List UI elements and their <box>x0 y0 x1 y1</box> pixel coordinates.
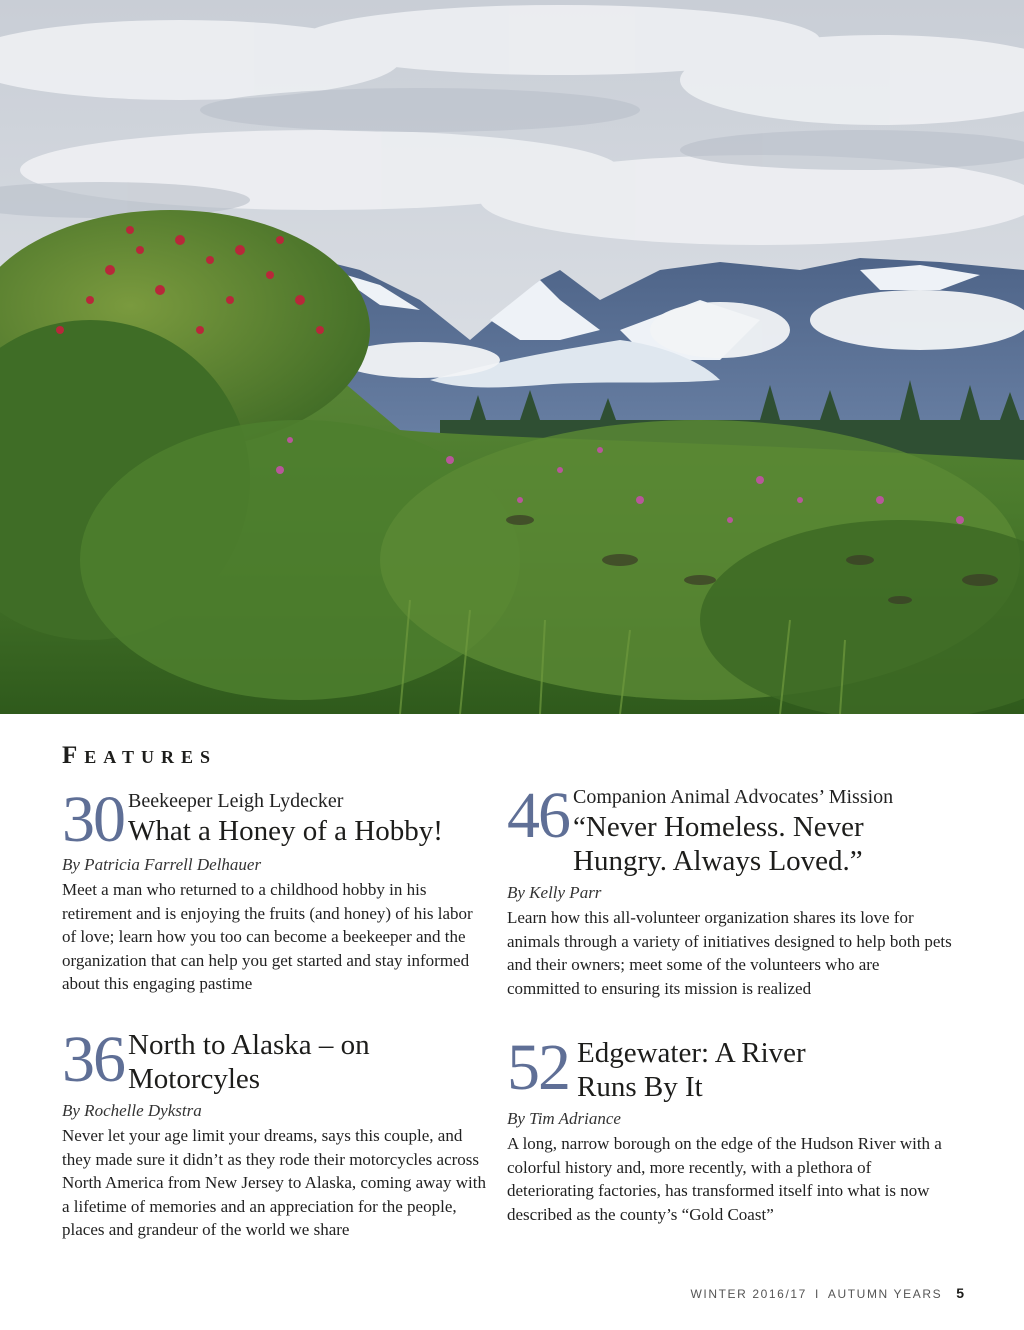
feature-page-number: 52 <box>507 1031 569 1104</box>
feature-blurb: A long, narrow borough on the edge of the Hudson River with a colorful history and, more recently, with a plethora of deteriorating factories, has transformed itself into what is now described as the county’s “Gold Coast” <box>507 1134 942 1224</box>
feature-title: Edgewater: A River Runs By It <box>577 1037 806 1103</box>
feature-byline: By Tim Adriance <box>507 1109 621 1128</box>
feature-kicker: Companion Animal Advocates’ Mission <box>573 786 894 808</box>
section-heading: Features <box>62 742 217 769</box>
footer-issue: WINTER 2016/17 <box>690 1287 807 1301</box>
footer-page-number: 5 <box>956 1285 964 1301</box>
feature-title: North to Alaska – on Motorcyles <box>128 1029 370 1095</box>
feature-blurb: Learn how this all-volunteer organization shares its love for animals through a variety of initiatives designed to help both pets and their owners; meet some of the volunteers who are committed to ensuring its mission is realized <box>507 908 952 998</box>
feature-item[interactable] <box>62 783 487 996</box>
feature-byline: By Patricia Farrell Delhauer <box>62 855 262 874</box>
footer-publication: AUTUMN YEARS <box>827 1287 943 1301</box>
feature-page-number: 30 <box>62 783 124 856</box>
feature-title: “Never Homeless. Never Hungry. Always Loved.” <box>573 811 864 877</box>
feature-byline: By Rochelle Dykstra <box>62 1101 202 1120</box>
feature-blurb: Meet a man who returned to a childhood hobby in his retirement and is enjoying the fruits (and honey) of his labor of love; learn how you too can become a beekeeper and the organization that can help you get started and stay informed about this engaging pastime <box>62 880 473 993</box>
feature-item[interactable] <box>507 1031 952 1226</box>
feature-page-number: 36 <box>62 1023 124 1096</box>
page-footer <box>691 1285 965 1301</box>
feature-title: What a Honey of a Hobby! <box>128 815 443 847</box>
footer-separator: I <box>814 1287 820 1301</box>
feature-blurb: Never let your age limit your dreams, says this couple, and they made sure it didn’t as they rode their motorcycles across North America from New Jersey to Alaska, coming away with a lifetime of memories and an appreciation for the people, places and grandeur of the world we share <box>62 1126 486 1239</box>
feature-item[interactable] <box>62 1023 487 1242</box>
feature-byline: By Kelly Parr <box>507 883 602 902</box>
feature-item[interactable] <box>507 779 952 1000</box>
feature-page-number: 46 <box>507 779 569 852</box>
feature-kicker: Beekeeper Leigh Lydecker <box>128 790 344 812</box>
